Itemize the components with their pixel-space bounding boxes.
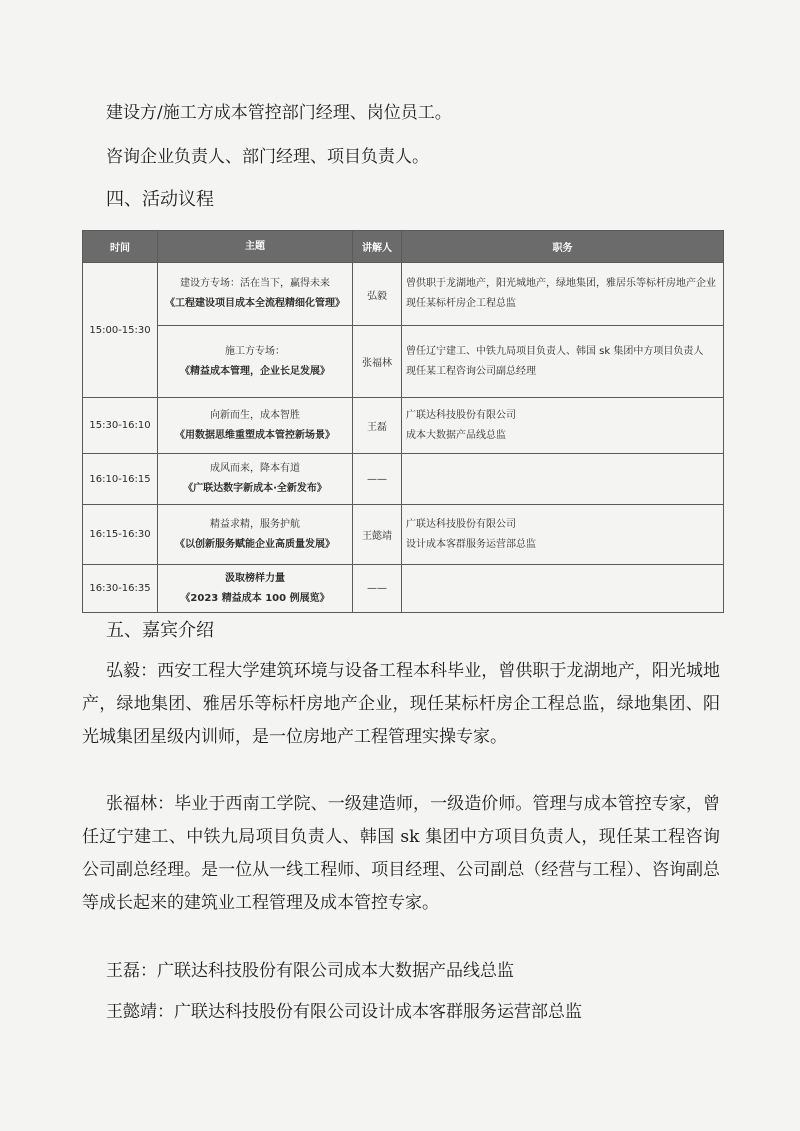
topic-line-2: 《工程建设项目成本全流程精细化管理》 <box>165 298 345 309</box>
intro-line-1: 建设方/施工方成本管控部门经理、岗位员工。 <box>106 103 452 123</box>
agenda-row <box>83 326 724 398</box>
section-4-heading: 四、活动议程 <box>106 189 214 210</box>
row-time: 16:30-16:35 <box>83 565 158 613</box>
row-time: 15:30-16:10 <box>83 398 158 454</box>
row-time: 16:10-16:15 <box>83 454 158 505</box>
row-topic <box>158 263 353 326</box>
row-speaker: 弘毅 <box>353 263 402 326</box>
row-speaker: —— <box>353 454 402 505</box>
header-topic: 主题 <box>158 231 353 263</box>
bio-wanglei: 王磊：广联达科技股份有限公司成本大数据产品线总监 <box>106 961 514 981</box>
row-role <box>402 398 724 454</box>
agenda-table <box>82 230 724 613</box>
topic-line-1: 建设方专场：活在当下，赢得未来 <box>180 278 330 289</box>
role-line-2: 现任某标杆房企工程总监 <box>406 298 516 309</box>
role-line-1: 曾供职于龙湖地产，阳光城地产，绿地集团，雅居乐等标杆房地产企业 <box>406 278 716 289</box>
topic-line-2: 《2023 精益成本 100 例展览》 <box>180 592 330 604</box>
row-topic <box>158 505 353 565</box>
header-speaker: 讲解人 <box>353 231 402 263</box>
row-topic <box>158 326 353 398</box>
row-role <box>402 326 724 398</box>
topic-line-2: 《精益成本管理，企业长足发展》 <box>180 365 330 377</box>
agenda-row <box>83 505 724 565</box>
topic-line-1: 汲取榜样力量 <box>225 572 285 584</box>
role-line-1: 广联达科技股份有限公司 <box>406 409 516 421</box>
row-time: 16:15-16:30 <box>83 505 158 565</box>
topic-line-1: 成风而来，降本有道 <box>210 463 300 474</box>
agenda-row <box>83 454 724 505</box>
topic-line-2: 《广联达数字新成本·全新发布》 <box>183 483 327 494</box>
row-speaker: 王懿靖 <box>353 505 402 565</box>
topic-line-1: 施工方专场： <box>225 345 285 357</box>
agenda-row <box>83 398 724 454</box>
row-topic <box>158 454 353 505</box>
row-speaker: —— <box>353 565 402 613</box>
row-role <box>402 505 724 565</box>
row-time: 15:00-15:30 <box>83 263 158 398</box>
topic-line-1: 向新而生，成本智胜 <box>210 409 300 421</box>
row-speaker: 张福林 <box>353 326 402 398</box>
role-line-2: 设计成本客群服务运营部总监 <box>406 538 536 550</box>
bio-zhangfulin: 张福林：毕业于西南工学院、一级建造师，一级造价师。管理与成本管控专家，曾任辽宁建工、中铁九局项目负责人、韩国 sk 集团中方项目负责人，现任某工程咨询公司副总经理。是一位从一线工程师、项目经理、公司副总（经营与工程）、咨询副总等成长起来的建筑业工程管理及成本管控专家。 <box>82 794 720 913</box>
topic-line-2: 《以创新服务赋能企业高质量发展》 <box>175 538 335 550</box>
bio-wangyijing: 王懿靖：广联达科技股份有限公司设计成本客群服务运营部总监 <box>106 1002 582 1022</box>
bio-hongyi: 弘毅：西安工程大学建筑环境与设备工程本科毕业，曾供职于龙湖地产，阳光城地产，绿地集团、雅居乐等标杆房地产企业，现任某标杆房企工程总监，绿地集团、阳光城集团星级内训师，是一位房地产工程管理实操专家。 <box>82 661 720 747</box>
row-role <box>402 263 724 326</box>
agenda-header-row <box>83 231 724 263</box>
row-speaker: 王磊 <box>353 398 402 454</box>
row-role-empty <box>402 565 724 613</box>
topic-line-2: 《用数据思维重塑成本管控新场景》 <box>175 429 335 441</box>
row-topic <box>158 398 353 454</box>
agenda-row <box>83 565 724 613</box>
agenda-row <box>83 263 724 326</box>
section-5-heading: 五、嘉宾介绍 <box>106 620 214 641</box>
role-line-2: 成本大数据产品线总监 <box>406 429 506 441</box>
role-line-2: 现任某工程咨询公司副总经理 <box>406 365 536 377</box>
intro-line-2: 咨询企业负责人、部门经理、项目负责人。 <box>106 147 429 167</box>
role-line-1: 曾任辽宁建工、中铁九局项目负责人、韩国 sk 集团中方项目负责人 <box>406 345 704 357</box>
header-time: 时间 <box>83 231 158 263</box>
topic-line-1: 精益求精，服务护航 <box>210 518 300 530</box>
header-role: 职务 <box>402 231 724 263</box>
row-topic <box>158 565 353 613</box>
row-role-empty <box>402 454 724 505</box>
role-line-1: 广联达科技股份有限公司 <box>406 518 516 530</box>
